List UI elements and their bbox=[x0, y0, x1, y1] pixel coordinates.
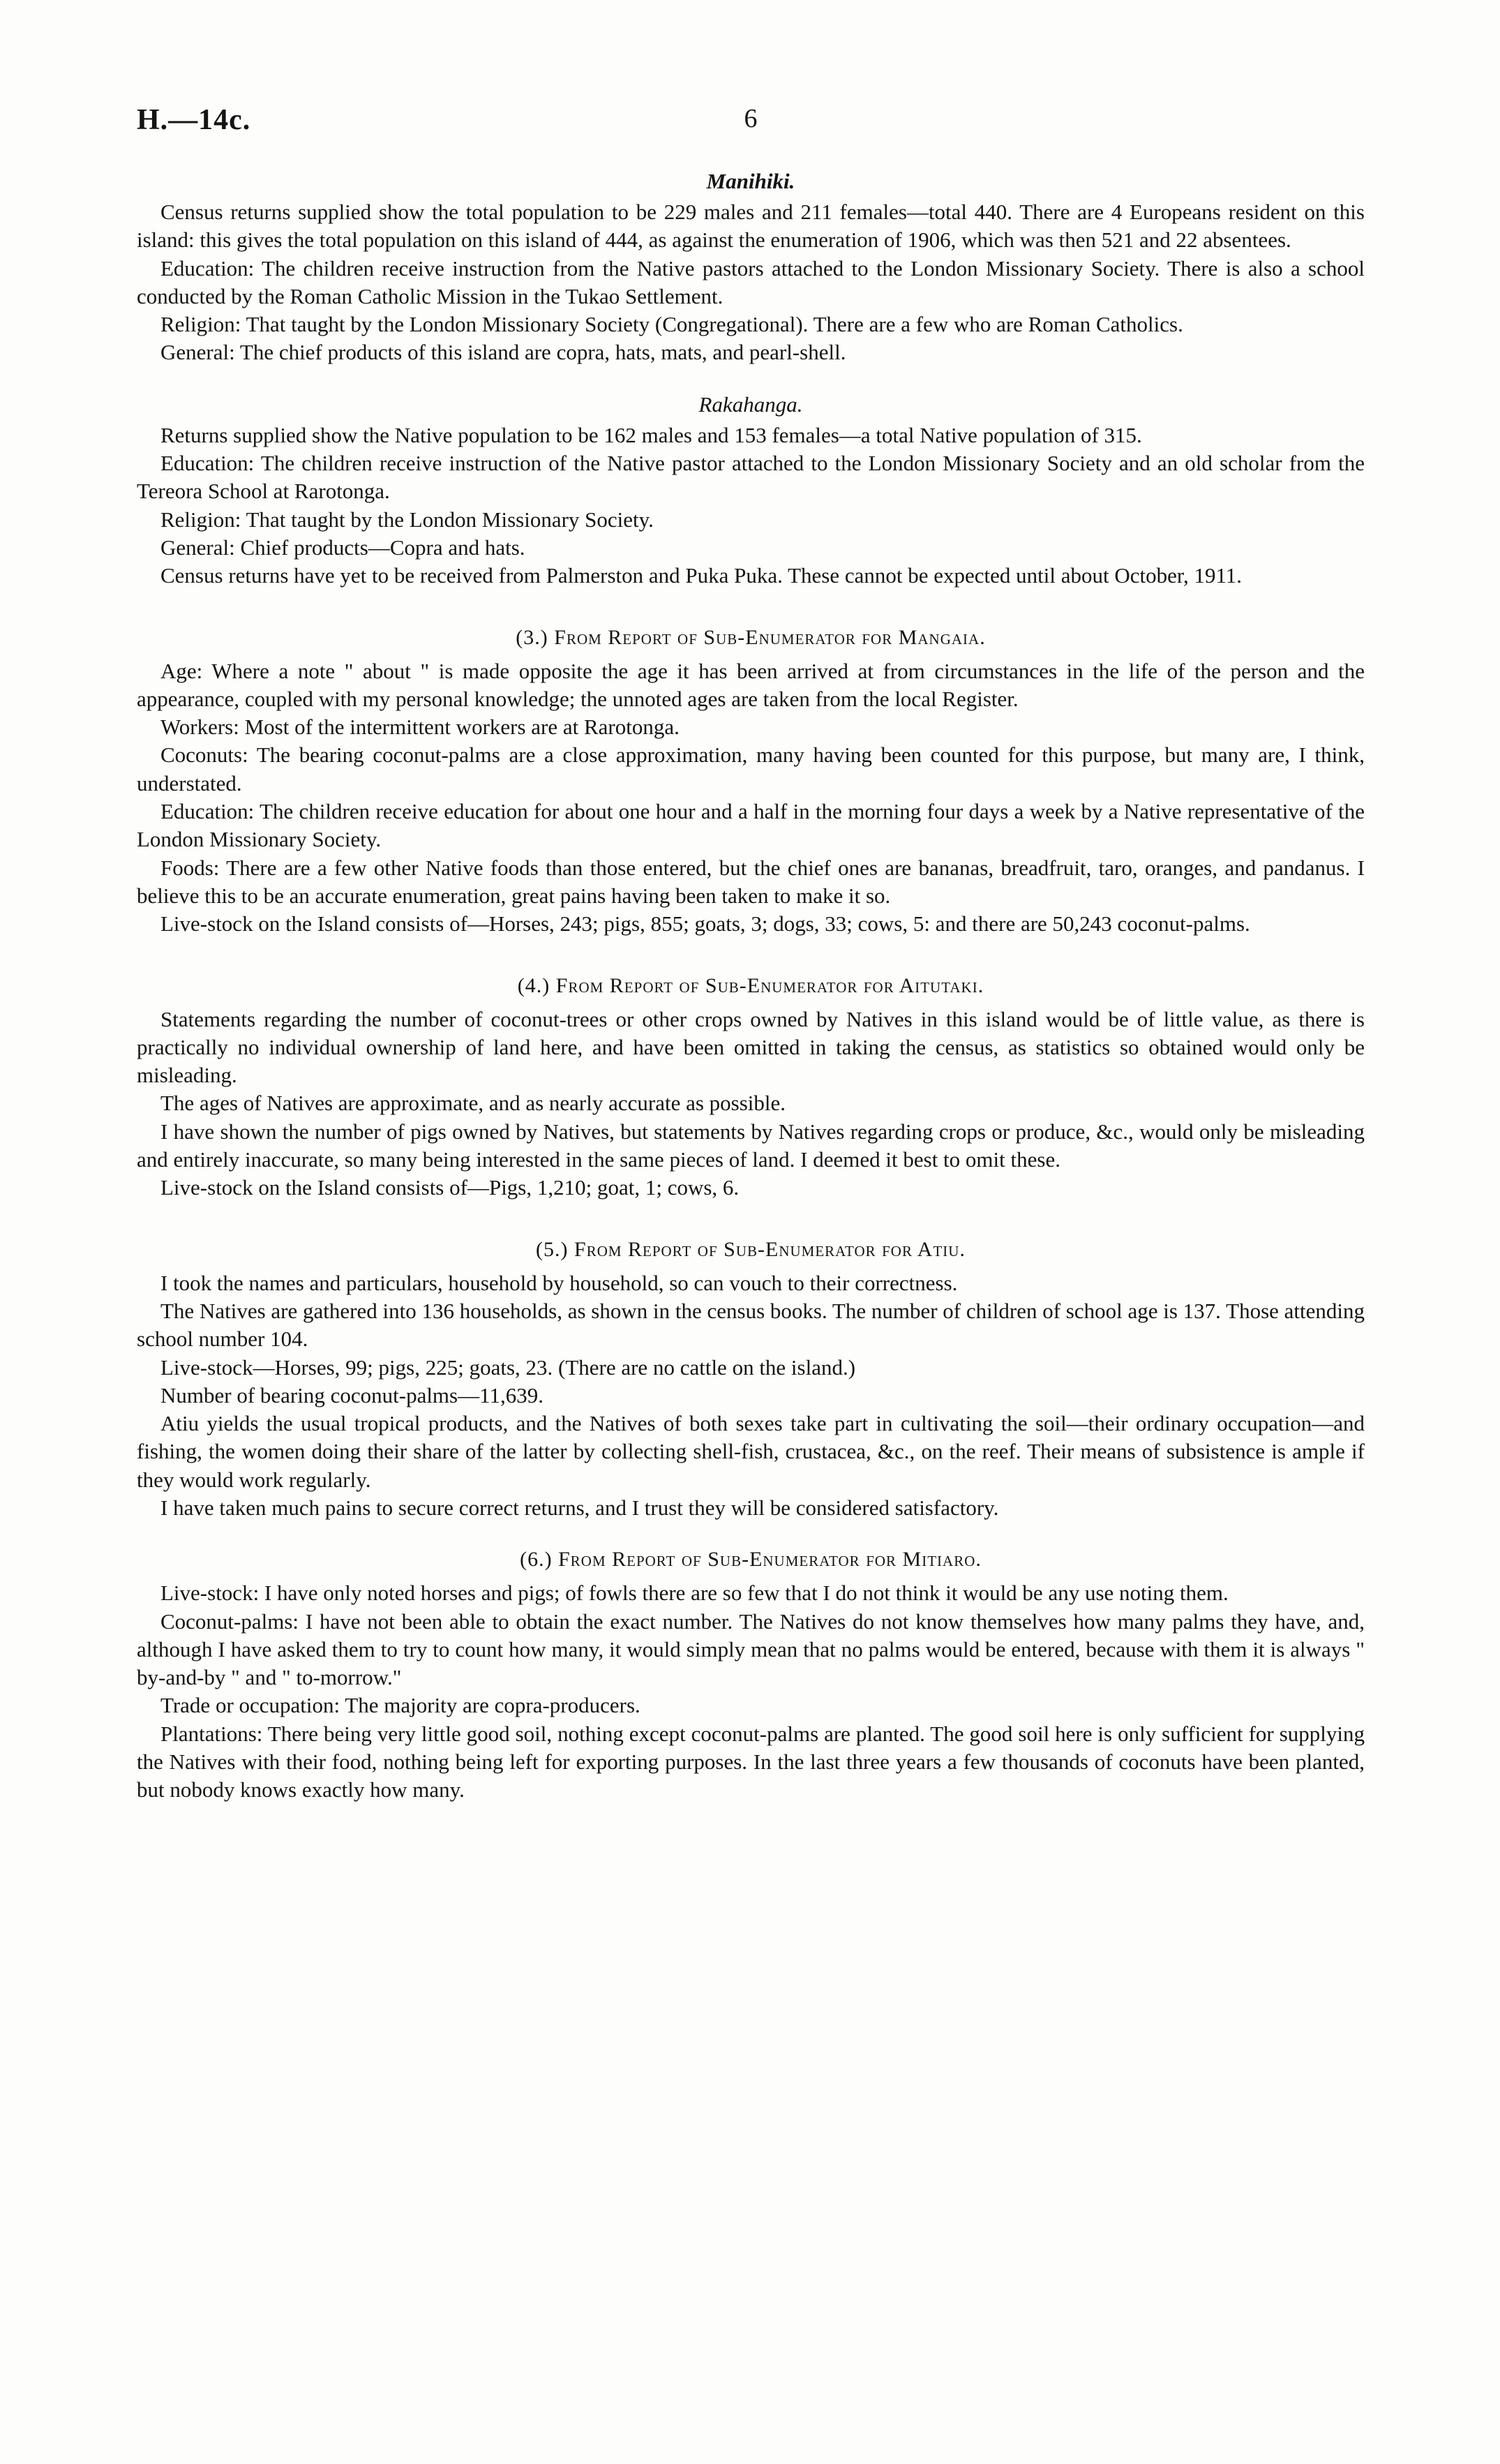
paragraph: General: The chief products of this island are copra, hats, mats, and pearl-shell. bbox=[160, 340, 846, 365]
paragraph: Religion: That taught by the London Missionary Society. bbox=[160, 507, 654, 532]
report-heading-mitiaro: (6.) From Report of Sub-Enumerator for Mitiaro. bbox=[520, 1548, 982, 1571]
report-heading-aitutaki: (4.) From Report of Sub-Enumerator for Aitutaki. bbox=[517, 973, 984, 997]
paragraph: Education: The children receive education for about one hour and a half in the morning four days a week by a Native representative of the London Missionary Society. bbox=[137, 799, 1365, 852]
paragraph: Coconut-palms: I have not been able to obtain the exact number. The Natives do not know themselves how many palms they have, and, although I have asked them to try to count how many, it would simply mean that no palms would be entered, because with them it is always " by-and-by " and " to-morrow." bbox=[137, 1608, 1365, 1690]
paragraph: Coconuts: The bearing coconut-palms are a close approximation, many having been counted for this purpose, but many are, I think, understated. bbox=[137, 742, 1365, 796]
page-number: 6 bbox=[744, 104, 758, 133]
paragraph: I have shown the number of pigs owned by Natives, but statements by Natives regarding crops or produce, &c., would only be misleading and entirely inaccurate, so many being interested in the same pieces of land. I deemed it best to omit these. bbox=[137, 1119, 1365, 1172]
section-atiu bbox=[137, 1236, 1365, 1523]
page-content bbox=[137, 167, 1365, 1805]
section-title-rakahanga: Rakahanga. bbox=[698, 391, 803, 417]
paragraph: Live-stock—Horses, 99; pigs, 225; goats, 23. (There are no cattle on the island.) bbox=[160, 1354, 856, 1380]
paragraph: Trade or occupation: The majority are copra-producers. bbox=[160, 1693, 640, 1718]
paragraph: The Natives are gathered into 136 households, as shown in the census books. The number of children of school age is 137. Those attending school number 104. bbox=[137, 1298, 1365, 1352]
paragraph: Statements regarding the number of coconut-trees or other crops owned by Natives in this island would be of little value, as there is practically no individual ownership of land here, and have been omitted in taking the census, as statistics so obtained would only be misleading. bbox=[137, 1006, 1365, 1088]
paragraph: Live-stock on the Island consists of—Horses, 243; pigs, 855; goats, 3; dogs, 33; cows, 5: and there are 50,243 coconut-palms. bbox=[160, 911, 1250, 936]
paragraph: The ages of Natives are approximate, and as nearly accurate as possible. bbox=[160, 1091, 786, 1116]
paragraph: Foods: There are a few other Native foods than those entered, but the chief ones are bananas, breadfruit, taro, oranges, and pandanus. I believe this to be an accurate enumeration, great pains having been taken to make it so. bbox=[137, 855, 1365, 908]
paragraph: Education: The children receive instruction from the Native pastors attached to the London Missionary Society. There is also a school conducted by the Roman Catholic Mission in the Tukao Settlement. bbox=[137, 255, 1365, 308]
paragraph: Live-stock on the Island consists of—Pigs, 1,210; goat, 1; cows, 6. bbox=[160, 1175, 740, 1200]
paragraph: Education: The children receive instruction of the Native pastor attached to the London Missionary Society and an old scholar from the Tereora School at Rarotonga. bbox=[137, 451, 1365, 504]
section-manihiki bbox=[137, 167, 1365, 367]
paragraph: Census returns have yet to be received from Palmerston and Puka Puka. These cannot be expected until about October, 1911. bbox=[160, 563, 1243, 588]
section-rakahanga bbox=[137, 391, 1365, 590]
running-head bbox=[137, 103, 1365, 145]
paragraph: Number of bearing coconut-palms—11,639. bbox=[160, 1382, 543, 1408]
paragraph: Plantations: There being very little good soil, nothing except coconut-palms are planted. The good soil here is only sufficient for supplying the Natives with their food, nothing being left for exporting purposes. In the last three years a few thousands of coconuts have been planted, but nobody knows exactly how many. bbox=[137, 1721, 1365, 1802]
paragraph: Workers: Most of the intermittent workers are at Rarotonga. bbox=[160, 715, 680, 740]
paragraph: I have taken much pains to secure correct returns, and I trust they will be considered satisfactory. bbox=[160, 1495, 999, 1520]
section-aitutaki bbox=[137, 972, 1365, 1202]
report-heading-atiu: (5.) From Report of Sub-Enumerator for Atiu. bbox=[536, 1237, 966, 1261]
section-title-manihiki: Manihiki. bbox=[706, 169, 795, 193]
document-reference: H.—14c. bbox=[137, 104, 251, 136]
paragraph: Census returns supplied show the total population to be 229 males and 211 females—total 440. There are 4 Europeans resident on this island: this gives the total population on this island of 444, as against the enumeration of 1906, which was then 521 and 22 absentees. bbox=[137, 200, 1365, 253]
section-mangaia bbox=[137, 624, 1365, 939]
paragraph: General: Chief products—Copra and hats. bbox=[160, 535, 525, 560]
paragraph: Atiu yields the usual tropical products, and the Natives of both sexes take part in cultivating the soil—their ordinary occupation—and fishing, the women doing their share of the latter by collecting shell-fish, crustacea, &c., on the reef. Their means of subsistence is ample if they would work regularly. bbox=[137, 1411, 1365, 1492]
report-heading-mangaia: (3.) From Report of Sub-Enumerator for Mangaia. bbox=[516, 625, 986, 649]
paragraph: I took the names and particulars, household by household, so can vouch to their correctness. bbox=[160, 1270, 958, 1295]
paragraph: Religion: That taught by the London Missionary Society (Congregational). There are a few who are Roman Catholics. bbox=[160, 312, 1183, 337]
section-mitiaro bbox=[137, 1546, 1365, 1804]
paragraph: Returns supplied show the Native population to be 162 males and 153 females—a total Native population of 315. bbox=[160, 422, 1142, 447]
paragraph: Age: Where a note " about " is made opposite the age it has been arrived at from circumstances in the life of the person and the appearance, coupled with my personal knowledge; the unnoted ages are taken from the local Register. bbox=[137, 658, 1365, 711]
paragraph: Live-stock: I have only noted horses and pigs; of fowls there are so few that I do not think it would be any use noting them. bbox=[160, 1581, 1229, 1606]
